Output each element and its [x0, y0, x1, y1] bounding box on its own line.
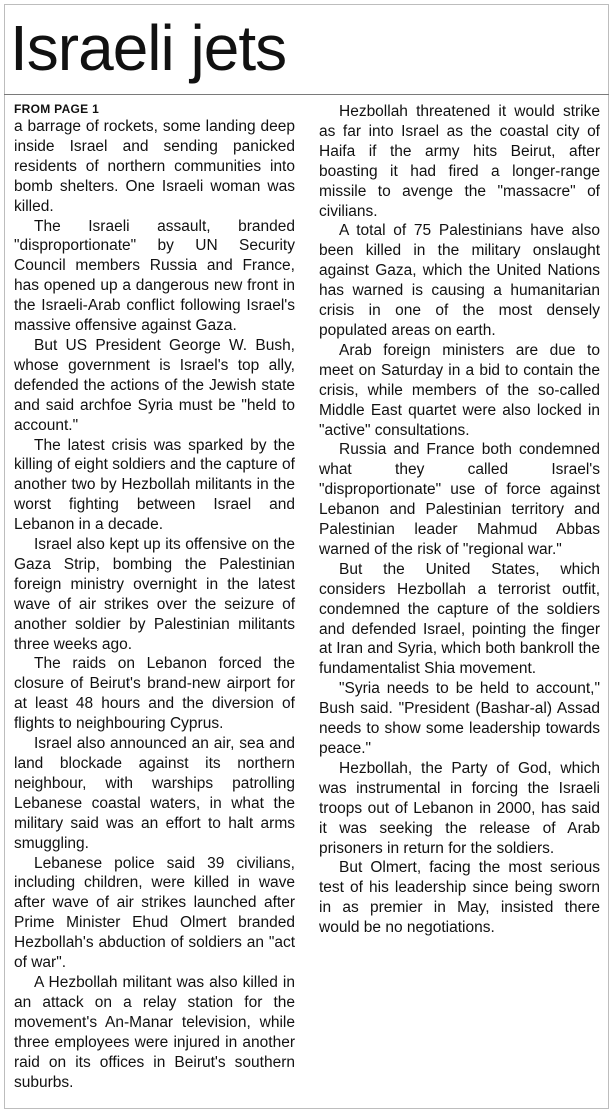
paragraph: "Syria needs to be held to account," Bush said. "President (Bashar-al) Assad needs to show some leadership towards peace." [319, 680, 600, 757]
paragraph: But Olmert, facing the most serious test of his leadership since being sworn in as premier in May, insisted there would be no negotiations. [319, 859, 600, 937]
headline: Israeli jets [10, 12, 287, 84]
paragraph: Israel also kept up its offensive on the Gaza Strip, bombing the Palestinian foreign ministry overnight in the latest wave of air strikes over the seizure of another soldier by Palestinian militants three weeks ago. [14, 536, 295, 653]
paragraph: Hezbollah threatened it would strike as far into Israel as the coastal city of Haifa if the army hits Beirut, after boasting it had fired a longer-range missile to avenge the "massacre" of civilians. [319, 103, 600, 220]
paragraph: The raids on Lebanon forced the closure of Beirut's brand-new airport for at least 48 hours and the diversion of flights to neighbouring Cyprus. [14, 655, 295, 733]
paragraph: Israel also announced an air, sea and land blockade against its northern neighbour, with warships patrolling Lebanese coastal waters, in what the military said was an effort to halt arms smuggling. [14, 735, 295, 852]
paragraph: The latest crisis was sparked by the killing of eight soldiers and the capture of another two by Hezbollah militants in the worst fighting between Israel and Lebanon in a decade. [14, 436, 295, 534]
paragraph: But US President George W. Bush, whose government is Israel's top ally, defended the actions of the Jewish state and said archfoe Syria must be "held to account." [14, 336, 295, 434]
article-body [14, 102, 600, 1106]
paragraph: Russia and France both condemned what they called Israel's "disproportionate" use of force against Lebanon and Palestinian territory and Palestinian leader Mahmud Abbas warned of the risk of "regional war." [319, 441, 600, 558]
paragraph: The Israeli assault, branded "disproportionate" by UN Security Council members Russia and France, has opened up a dangerous new front in the Israeli-Arab conflict following Israel's massive offensive against Gaza. [14, 217, 295, 335]
paragraph: A total of 75 Palestinians have also been killed in the military onslaught against Gaza, which the United Nations has warned is causing a humanitarian crisis in one of the most densely populated areas on earth. [319, 222, 600, 339]
paragraph: But the United States, which considers Hezbollah a terrorist outfit, condemned the capture of the soldiers and defended Israel, pointing the finger at Iran and Syria, which both bankroll the fundamentalist Shia movement. [319, 560, 600, 678]
paragraph: Hezbollah, the Party of God, which was instrumental in forcing the Israeli troops out of Lebanon in 2000, has said it was seeking the release of Arab prisoners in return for the soldiers. [319, 759, 600, 857]
paragraph: a barrage of rockets, some landing deep inside Israel and sending panicked residents of northern communities into bomb shelters. One Israeli woman was killed. [14, 118, 295, 215]
kicker: FROM PAGE 1 [14, 102, 100, 116]
paragraph: Lebanese police said 39 civilians, including children, were killed in wave after wave of air strikes launched after Prime Minister Ehud Olmert branded Hezbollah's abduction of soldiers an "act of war". [14, 854, 295, 972]
paragraph: Arab foreign ministers are due to meet on Saturday in a bid to contain the crisis, while members of the so-called Middle East quartet were also locked in "active" consultations. [319, 341, 600, 439]
headline-rule [4, 94, 609, 95]
paragraph: A Hezbollah militant was also killed in an attack on a relay station for the movement's An-Manar television, while three employees were injured in another raid on its offices in Beirut's southern suburbs. [14, 973, 295, 1091]
